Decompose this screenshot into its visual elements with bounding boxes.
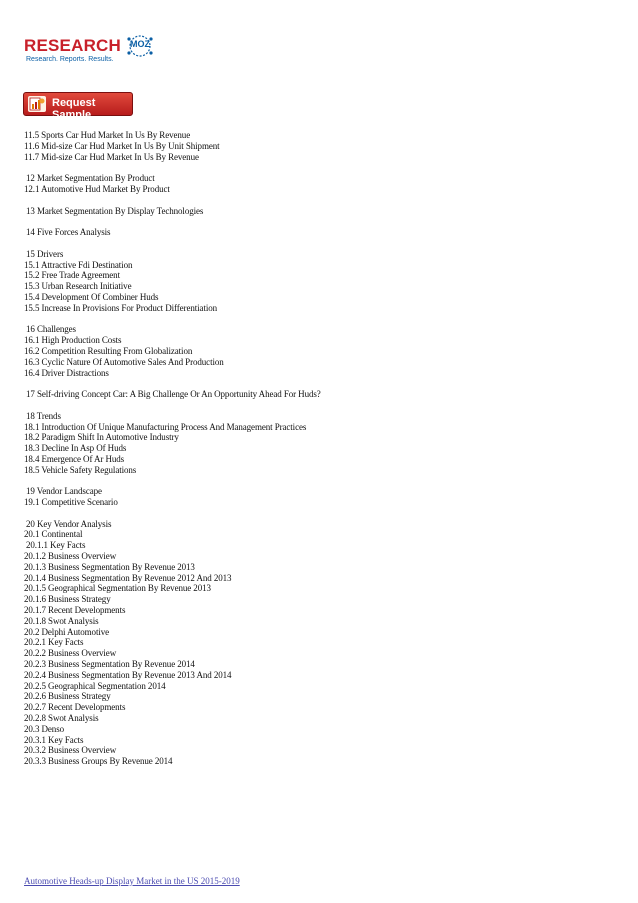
toc-item: 20.3.1 Key Facts xyxy=(24,734,84,745)
logo-tagline: Research. Reports. Results. xyxy=(26,56,114,63)
toc-item: 20.1.7 Recent Developments xyxy=(24,605,126,616)
toc-spacer xyxy=(24,238,584,249)
toc-item: 11.6 Mid-size Car Hud Market In Us By Unit Shipment xyxy=(24,140,220,151)
toc-item: 20.2.7 Recent Developments xyxy=(24,702,126,713)
toc-item: 20.1.2 Business Overview xyxy=(24,551,117,562)
toc-item: 19.1 Competitive Scenario xyxy=(24,497,118,508)
toc-item: 15 Drivers xyxy=(26,248,64,259)
toc-item: 16.3 Cyclic Nature Of Automotive Sales And Production xyxy=(24,356,224,367)
logo-badge-icon xyxy=(125,34,155,58)
toc-item: 20.1.6 Business Strategy xyxy=(24,594,111,605)
toc-item: 18.2 Paradigm Shift In Automotive Industry xyxy=(24,432,179,443)
toc-item: 20.1.3 Business Segmentation By Revenue 2013 xyxy=(24,561,195,572)
logo-wordmark: RESEARCH xyxy=(24,36,122,55)
toc-spacer xyxy=(24,195,584,206)
request-sample-button[interactable] xyxy=(23,92,133,121)
toc-item: 20 Key Vendor Analysis xyxy=(26,518,112,529)
request-sample-label: Request Sample xyxy=(52,97,96,121)
toc-item: 16 Challenges xyxy=(26,324,76,335)
toc-item: 12 Market Segmentation By Product xyxy=(26,173,155,184)
toc-item: 18.1 Introduction Of Unique Manufacturing Process And Management Practices xyxy=(24,421,307,432)
toc-item: 11.7 Mid-size Car Hud Market In Us By Revenue xyxy=(24,151,199,162)
toc-item: 18.5 Vehicle Safety Regulations xyxy=(24,464,137,475)
toc-item: 20.1 Continental xyxy=(24,529,83,540)
logo-badge-text: MOZ xyxy=(130,39,150,49)
toc-item: 20.1.5 Geographical Segmentation By Revenue 2013 xyxy=(24,583,211,594)
toc-item: 20.2.4 Business Segmentation By Revenue 2013 And 2014 xyxy=(24,669,232,680)
toc-item: 20.1.8 Swot Analysis xyxy=(24,615,99,626)
researchmoz-logo xyxy=(24,34,150,64)
toc-item: 20.2.8 Swot Analysis xyxy=(24,713,99,724)
toc-item: 20.2.3 Business Segmentation By Revenue 2014 xyxy=(24,659,195,670)
toc-item: 15.5 Increase In Provisions For Product Differentiation xyxy=(24,302,218,313)
toc-item: 13 Market Segmentation By Display Technologies xyxy=(26,205,204,216)
toc-item: 16.2 Competition Resulting From Globalization xyxy=(24,345,193,356)
toc-spacer xyxy=(24,400,584,411)
toc-item: 15.3 Urban Research Initiative xyxy=(24,281,132,292)
toc-item: 20.1.4 Business Segmentation By Revenue 2012 And 2013 xyxy=(24,572,232,583)
toc-item: 20.3.2 Business Overview xyxy=(24,745,117,756)
toc-item: 11.5 Sports Car Hud Market In Us By Revenue xyxy=(24,130,191,140)
toc-item: 20.2.5 Geographical Segmentation 2014 xyxy=(24,680,166,691)
toc-item: 15.1 Attractive Fdi Destination xyxy=(24,259,133,270)
toc-item: 15.2 Free Trade Agreement xyxy=(24,270,120,281)
toc-item: 14 Five Forces Analysis xyxy=(26,227,111,238)
report-icon xyxy=(28,96,46,112)
toc-item: 15.4 Development Of Combiner Huds xyxy=(24,291,159,302)
toc-item: 20.3.3 Business Groups By Revenue 2014 xyxy=(24,756,173,767)
toc-spacer xyxy=(24,508,584,519)
toc-item: 20.1.1 Key Facts xyxy=(26,540,86,551)
toc-spacer xyxy=(24,378,584,389)
toc-item: 20.2 Delphi Automotive xyxy=(24,626,110,637)
toc-spacer xyxy=(24,162,584,173)
toc-spacer xyxy=(24,314,584,325)
toc-item: 18.4 Emergence Of Ar Huds xyxy=(24,453,125,464)
toc-item: 18.3 Decline In Asp Of Huds xyxy=(24,443,127,454)
toc-item: 17 Self-driving Concept Car: A Big Challenge Or An Opportunity Ahead For Huds? xyxy=(26,389,321,400)
table-of-contents xyxy=(24,130,584,767)
toc-item: 20.3 Denso xyxy=(24,723,64,734)
footer-report-link[interactable]: Automotive Heads-up Display Market in the US 2015-2019 xyxy=(24,876,240,886)
toc-item: 16.4 Driver Distractions xyxy=(24,367,109,378)
toc-item: 20.2.1 Key Facts xyxy=(24,637,84,648)
toc-item: 20.2.2 Business Overview xyxy=(24,648,117,659)
toc-item: 19 Vendor Landscape xyxy=(26,486,102,497)
toc-item: 20.2.6 Business Strategy xyxy=(24,691,111,702)
toc-item: 18 Trends xyxy=(26,410,61,421)
toc-spacer xyxy=(24,216,584,227)
toc-spacer xyxy=(24,476,584,487)
toc-item: 16.1 High Production Costs xyxy=(24,335,122,346)
toc-item: 12.1 Automotive Hud Market By Product xyxy=(24,183,170,194)
